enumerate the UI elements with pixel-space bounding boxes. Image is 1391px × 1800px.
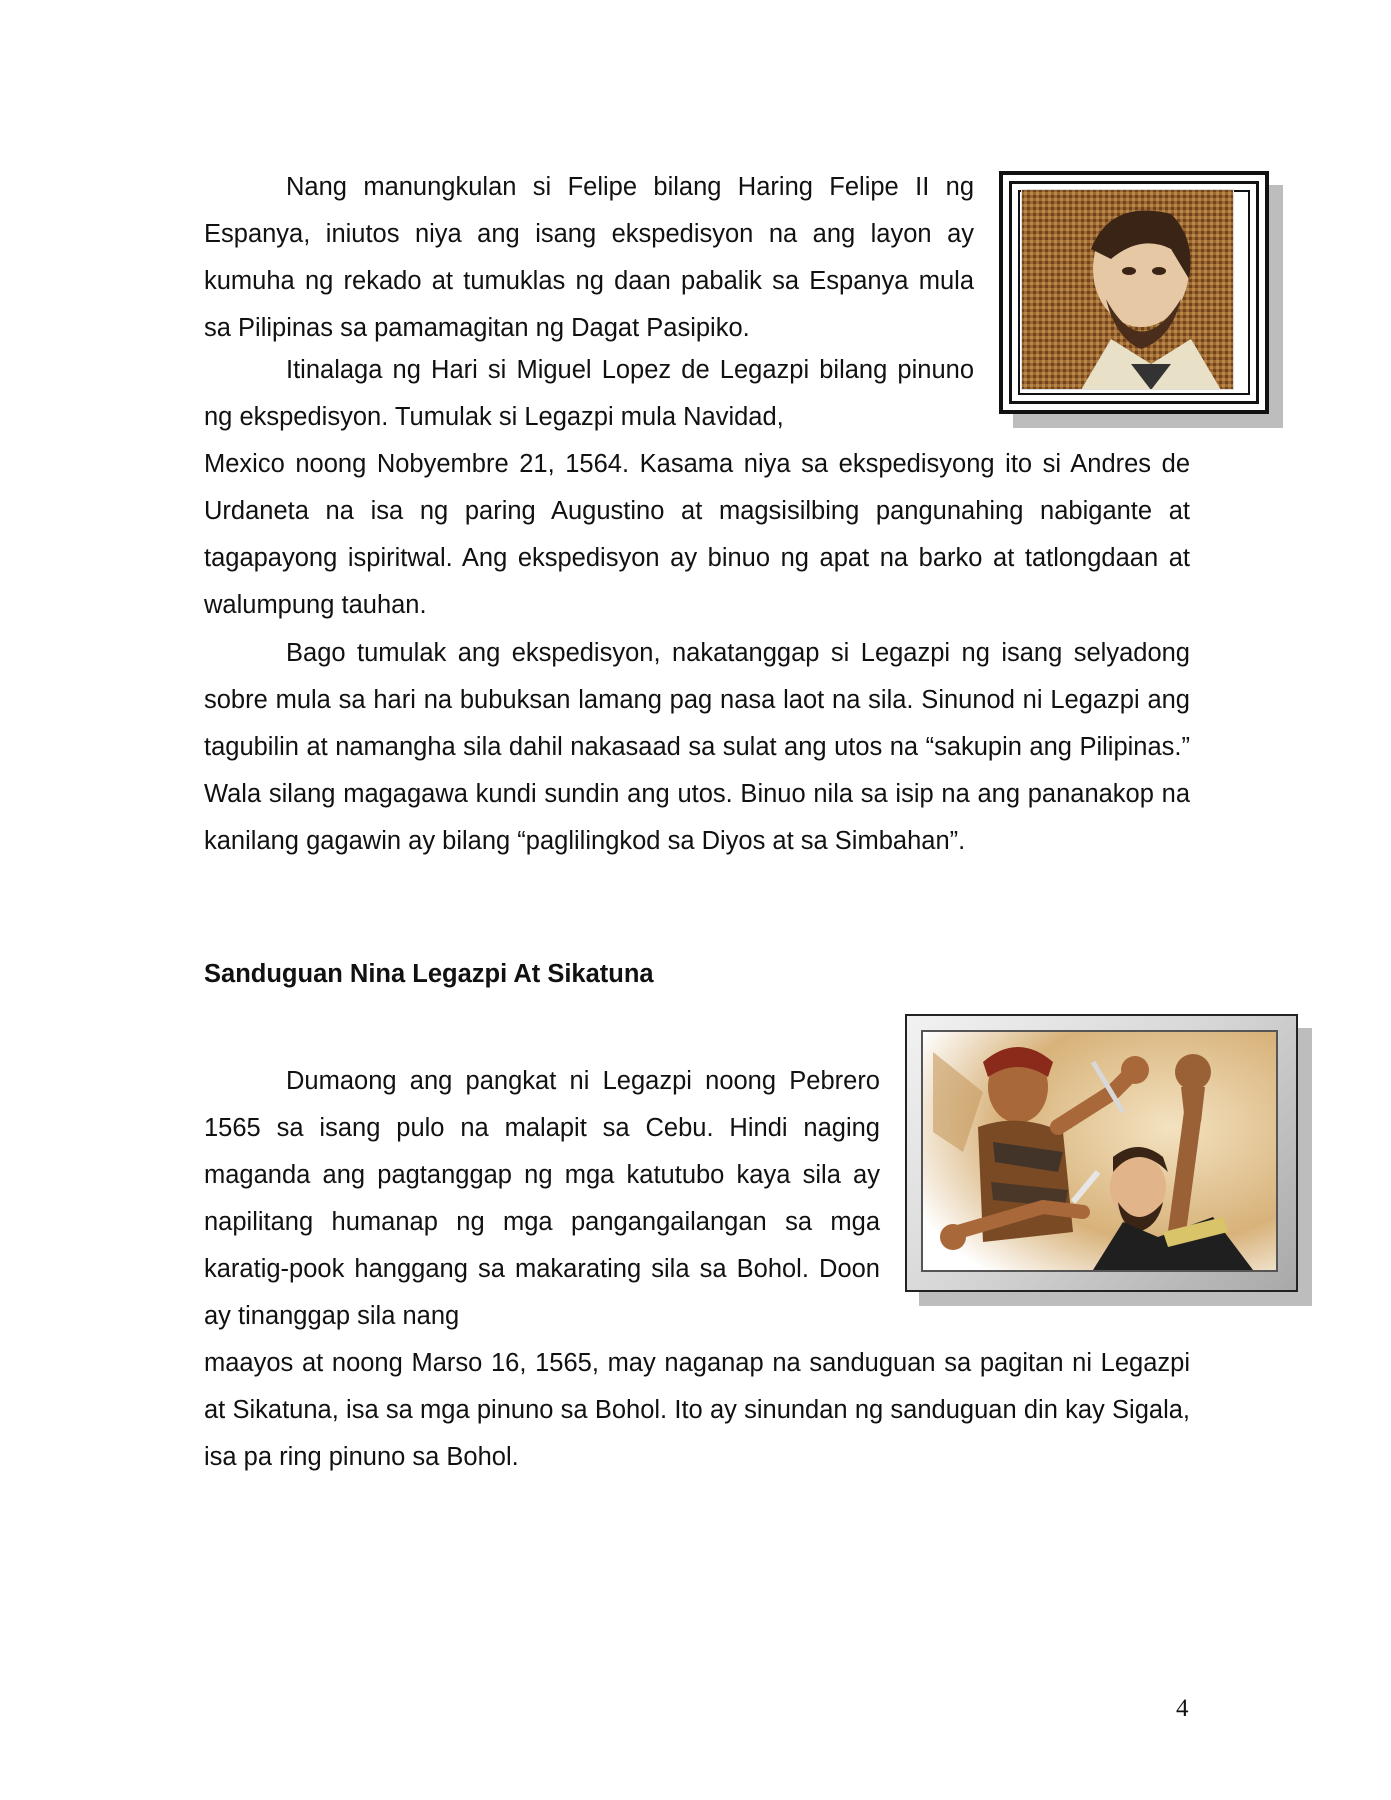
paragraph-blood-compact: maayos at noong Marso 16, 1565, may naganap na sanduguan sa pagitan ni Legazpi at Sikatuna, isa sa mga pinuno sa Bohol. Ito ay sinundan ng sanduguan din kay Sigala, isa pa ring pinuno sa Bohol. bbox=[204, 1349, 1190, 1471]
page-number: 4 bbox=[1176, 1695, 1189, 1722]
section-heading: Sanduguan Nina Legazpi At Sikatuna bbox=[204, 960, 654, 988]
paragraph-sealed-envelope: Bago tumulak ang ekspedisyon, nakatanggap si Legazpi ng isang selyadong sobre mula sa hari na bubuksan lamang pag nasa laot na sila. Sinunod ni Legazpi ang tagubilin at namangha sila dahil nakasaad sa sulat ang utos na “sakupin ang Pilipinas.” Wala silang magagawa kundi sundin ang utos. Binuo nila sa isip na ang pananakop na kanilang gagawin ay bilang “paglilingkod sa Diyos at sa Simbahan”. bbox=[204, 639, 1190, 855]
sanduguan-picture-frame bbox=[905, 1014, 1298, 1292]
legazpi-portrait-image bbox=[1021, 189, 1234, 390]
paragraph-felipe: Nang manungkulan si Felipe bilang Haring Felipe II ng Espanya, iniutos niya ang isang ekspedisyon na ang layon ay kumuha ng rekado at tumuklas ng daan pabalik sa Espanya mula sa Pilipinas sa pamamagitan ng Dagat Pasipiko. bbox=[204, 173, 974, 342]
blood-compact-image bbox=[923, 1032, 1276, 1270]
paragraph-expedition: Mexico noong Nobyembre 21, 1564. Kasama niya sa ekspedisyong ito si Andres de Urdaneta na isa ng paring Augustino at magsisilbing pangunahing nabigante at tagapayong ispiritwal. Ang ekspedisyon ay binuo ng apat na barko at tatlongdaan at walumpung tauhan. bbox=[204, 450, 1190, 619]
legazpi-portrait-frame bbox=[999, 171, 1269, 414]
paragraph-arrival: Dumaong ang pangkat ni Legazpi noong Pebrero 1565 sa isang pulo na malapit sa Cebu. Hindi naging maganda ang pagtanggap ng mga katutubo kaya sila ay napilitang humanap ng mga pangangailangan sa mga karatig-pook hanggang sa makarating sila sa Bohol. Doon ay tinanggap sila nang bbox=[204, 1067, 880, 1330]
paragraph-legazpi-appointment: Itinalaga ng Hari si Miguel Lopez de Legazpi bilang pinuno ng ekspedisyon. Tumulak si Legazpi mula Navidad, bbox=[204, 356, 974, 431]
